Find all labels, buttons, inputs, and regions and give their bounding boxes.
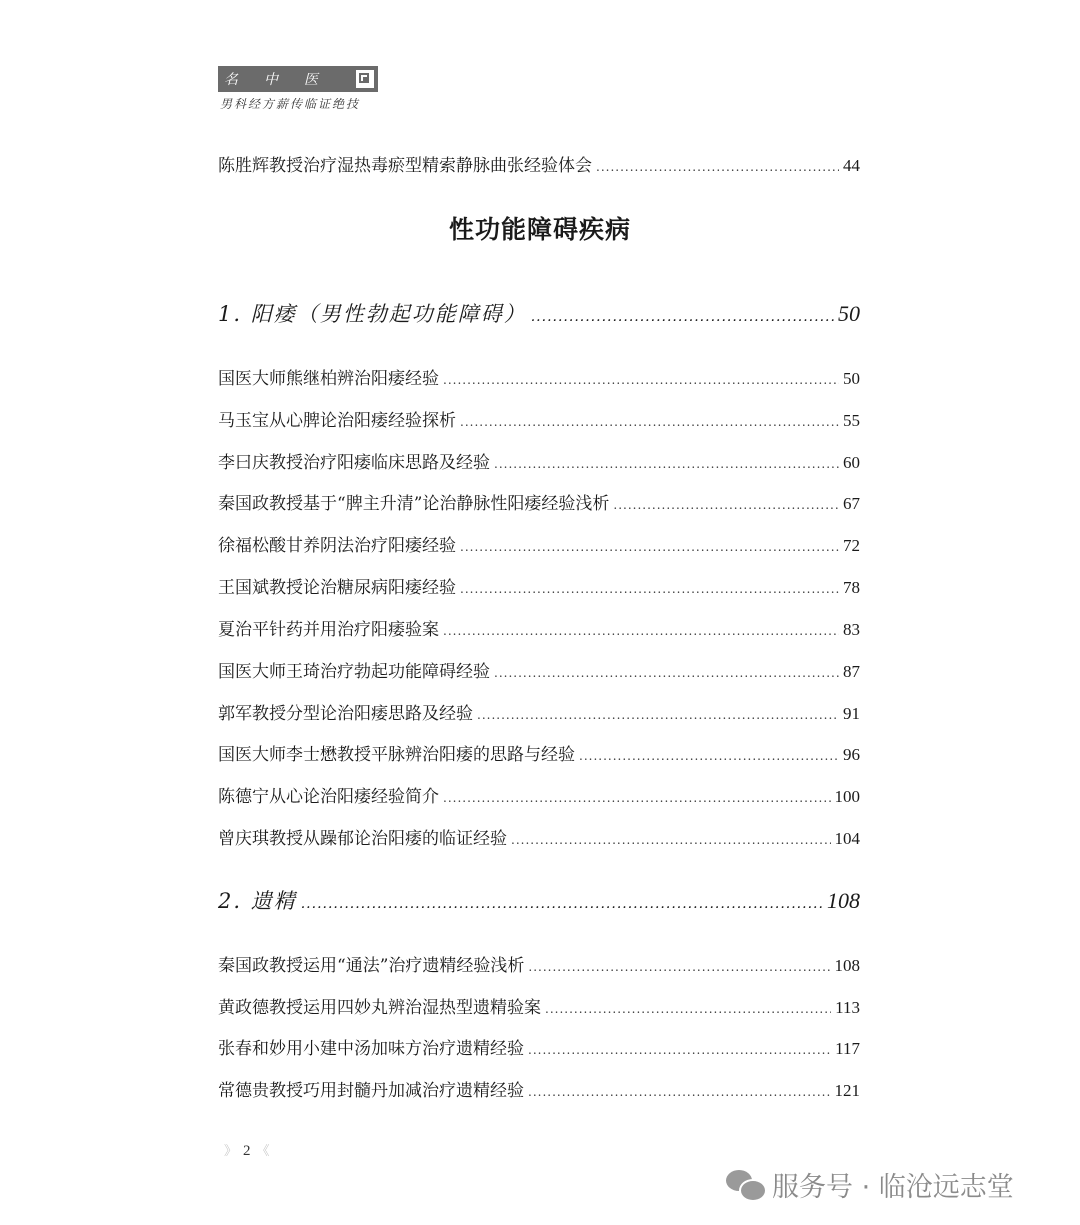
toc-entry-page: 67 [843,494,860,513]
toc-entry[interactable] [218,997,860,1020]
toc-entry-page: 50 [843,369,860,388]
toc-entry-page: 96 [843,745,860,764]
toc-entry-title: 秦国政教授基于“脾主升清”论治静脉性阳痿经验浅析 [218,494,610,514]
chapter-heading[interactable] [218,298,860,328]
toc-entry-title: 陈德宁从心论治阳痿经验简介 [218,787,439,807]
toc-entry-title: 马玉宝从心脾论治阳痿经验探析 [218,411,456,431]
toc-entry[interactable] [218,535,860,558]
leader-dots [443,369,839,391]
leader-dots [528,956,830,978]
toc-entry[interactable] [218,786,860,809]
leader-dots [460,578,839,600]
leader-dots [301,896,823,912]
leader-dots [443,787,831,809]
toc-entry-page: 87 [843,662,860,681]
toc-entry[interactable] [218,744,860,767]
page-number-text: 2 [243,1143,251,1159]
toc-entry-page: 78 [843,578,860,597]
leader-dots [511,829,831,851]
toc-entry-page: 60 [843,453,860,472]
leader-dots [460,536,839,558]
toc-entry[interactable] [218,410,860,433]
toc-entry-title: 曾庆琪教授从躁郁论治阳痿的临证经验 [218,829,507,849]
header-logo-text: 名中医 [224,72,344,88]
toc-entry-title: 夏治平针药并用治疗阳痿验案 [218,620,439,640]
chapter-heading[interactable] [218,885,860,915]
toc-entry-title: 徐福松酸甘养阴法治疗阳痿经验 [218,536,456,556]
toc-entry-page: 100 [834,787,860,806]
toc-entry-title: 国医大师李士懋教授平脉辨治阳痿的思路与经验 [218,745,575,765]
toc-entry-page: 108 [834,956,860,975]
toc-entry[interactable] [218,1038,860,1061]
toc-entry-page: 113 [835,998,860,1017]
chapter-page: 50 [838,301,860,326]
leader-dots [494,453,839,475]
header-subtitle: 男科经方薪传临证绝技 [220,97,361,111]
toc-entry[interactable] [218,828,860,851]
section-title: 性功能障碍疾病 [448,215,631,244]
leader-dots [613,494,839,516]
leader-dots [494,662,839,684]
toc-entry-title: 张春和妙用小建中汤加味方治疗遗精经验 [218,1039,524,1059]
toc-entry[interactable] [218,368,860,391]
page-number [218,1140,276,1160]
toc-entry-page: 117 [835,1039,860,1058]
page-bracket-left: 》 [224,1143,238,1158]
toc-entry-title: 黄政德教授运用四妙丸辨治湿热型遗精验案 [218,998,541,1018]
toc-entry-title: 国医大师熊继柏辨治阳痿经验 [218,369,439,389]
page-bracket-right: 《 [256,1143,270,1158]
leader-dots [528,1039,831,1061]
toc-entry[interactable] [218,155,860,178]
wechat-icon [726,1168,766,1202]
toc-entry-title: 郭军教授分型论治阳痿思路及经验 [218,704,473,724]
toc-entry[interactable] [218,452,860,475]
toc-entry[interactable] [218,703,860,726]
leader-dots [596,156,839,178]
leader-dots [545,998,831,1020]
toc-entry-title: 秦国政教授运用“通法”治疗遗精经验浅析 [218,956,525,976]
toc-entry[interactable] [218,577,860,600]
leader-dots [443,620,839,642]
toc-entry-page: 121 [834,1081,860,1100]
toc-entry-title: 陈胜辉教授治疗湿热毒瘀型精索静脉曲张经验体会 [218,156,592,176]
leader-dots [531,309,834,325]
leader-dots [579,745,839,767]
toc-entry[interactable] [218,955,860,978]
toc-entry-page: 55 [843,411,860,430]
watermark [726,1165,1014,1204]
toc-entry[interactable] [218,1080,860,1103]
toc-entry-title: 常德贵教授巧用封髓丹加减治疗遗精经验 [218,1081,524,1101]
toc-entry-page: 91 [843,704,860,723]
toc-entry-page: 104 [834,829,860,848]
watermark-text: 服务号 · 临沧远志堂 [772,1172,1014,1203]
toc-entry-page: 83 [843,620,860,639]
fret-pattern-icon [356,70,374,88]
chapter-page: 108 [827,888,860,913]
toc-entry[interactable] [218,619,860,642]
leader-dots [460,411,839,433]
toc-entry-page: 44 [843,156,860,175]
toc-entry-title: 李曰庆教授治疗阳痿临床思路及经验 [218,453,490,473]
toc-entry-title: 国医大师王琦治疗勃起功能障碍经验 [218,662,490,682]
toc-entry-page: 72 [843,536,860,555]
header-banner [218,66,378,92]
chapter-title: 2. 遗精 [218,889,297,913]
toc-entry-title: 王国斌教授论治糖尿病阳痿经验 [218,578,456,598]
leader-dots [477,704,839,726]
chapter-title: 1. 阳痿（男性勃起功能障碍） [218,302,527,326]
toc-entry[interactable] [218,493,860,516]
toc-entry[interactable] [218,661,860,684]
leader-dots [528,1081,831,1103]
